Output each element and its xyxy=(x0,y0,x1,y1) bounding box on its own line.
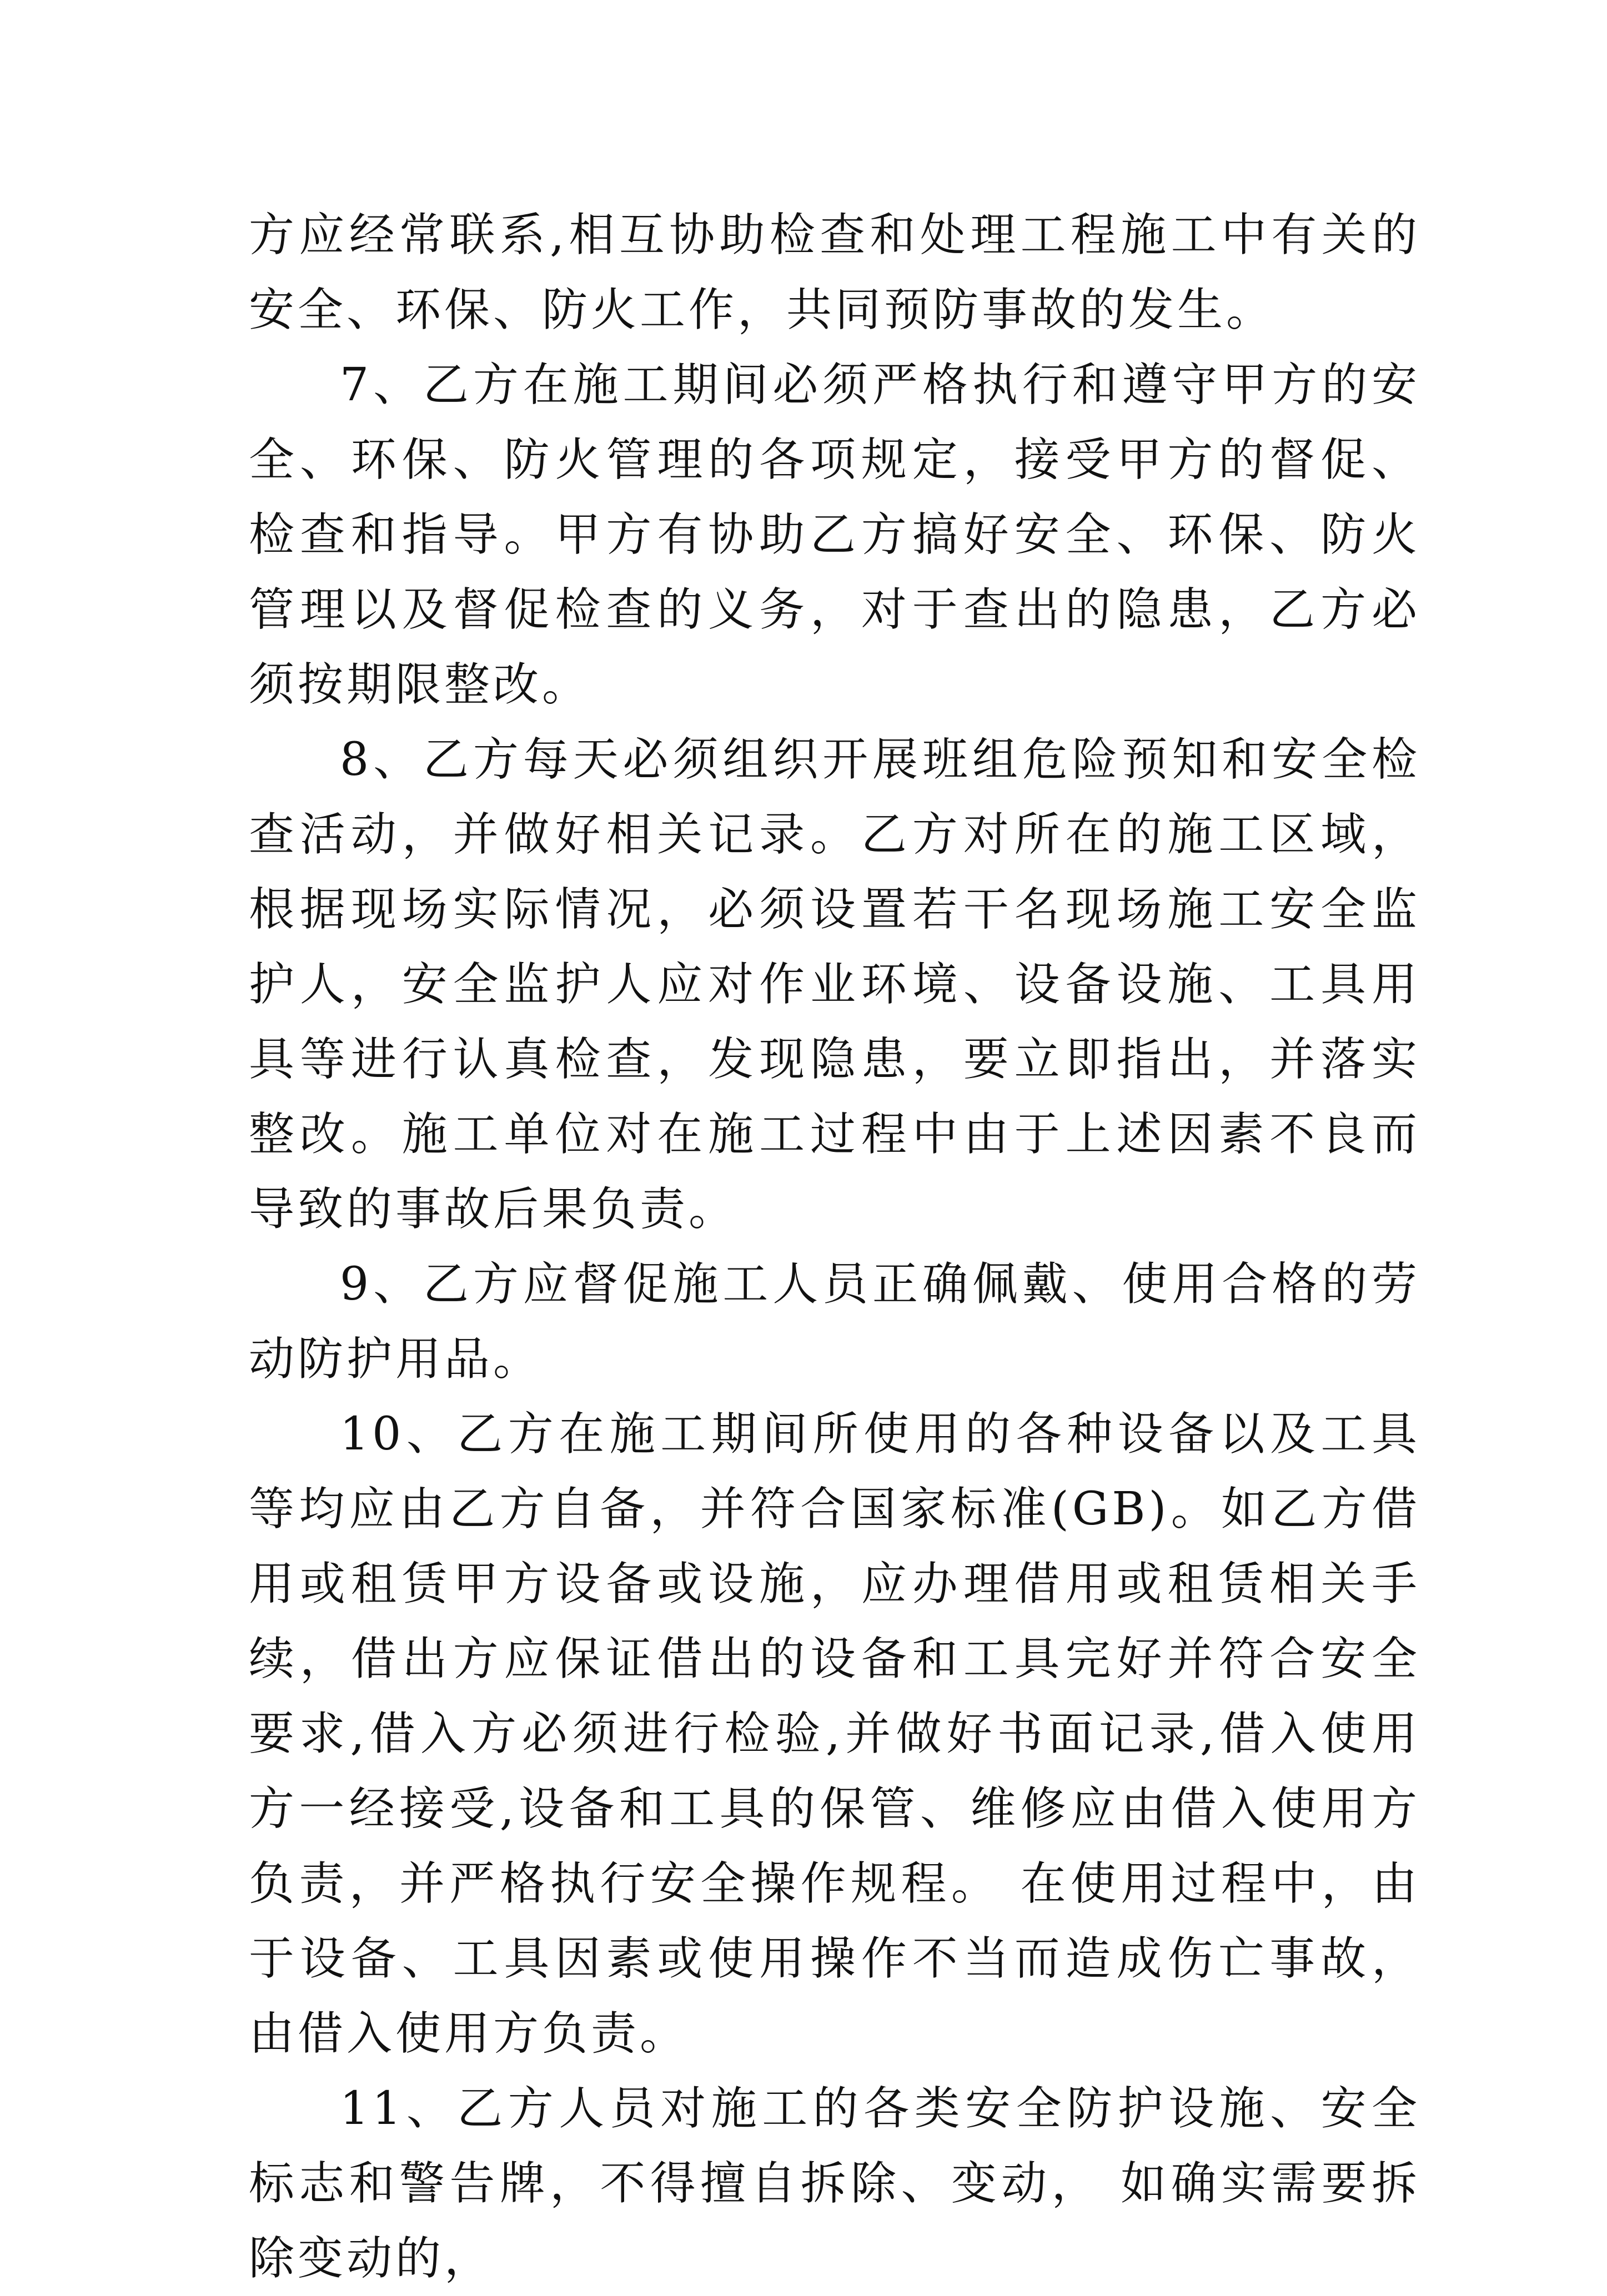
paragraph-clause-8: 8、乙方每天必须组织开展班组危险预知和安全检查活动，并做好相关记录。乙方对所在的施工区域，根据现场实际情况，必须设置若干名现场施工安全监护人，安全监护人应对作业环境、设备设施、工具用具等进行认真检查，发现隐患，要立即指出，并落实整改。施工单位对在施工过程中由于上述因素不良而导致的事故后果负责。 xyxy=(249,733,1420,1236)
document-body xyxy=(249,198,1420,2296)
paragraph-continued: 方应经常联系,相互协助检查和处理工程施工中有关的安全、环保、防火工作，共同预防事故的发生。 xyxy=(249,209,1420,336)
paragraph-clause-11: 11、乙方人员对施工的各类安全防护设施、安全标志和警告牌，不得擅自拆除、变动， 如确实需要拆除变动的， xyxy=(249,2082,1420,2285)
paragraph-clause-9: 9、乙方应督促施工人员正确佩戴、使用合格的劳动防护用品。 xyxy=(249,1258,1420,1386)
paragraph-clause-10: 10、乙方在施工期间所使用的各种设备以及工具等均应由乙方自备，并符合国家标准(GB)。如乙方借用或租赁甲方设备或设施，应办理借用或租赁相关手续，借出方应保证借出的设备和工具完好并符合安全要求,借入方必须进行检验,并做好书面记录,借入使用方一经接受,设备和工具的保管、维修应由借入使用方负责，并严格执行安全操作规程。 在使用过程中，由于设备、工具因素或使用操作不当而造成伤亡事故，由借入使用方负责。 xyxy=(249,1408,1420,2060)
paragraph-clause-7: 7、乙方在施工期间必须严格执行和遵守甲方的安全、环保、防火管理的各项规定，接受甲方的督促、检查和指导。甲方有协助乙方搞好安全、环保、防火管理以及督促检查的义务，对于查出的隐患，乙方必须按期限整改。 xyxy=(249,359,1420,711)
